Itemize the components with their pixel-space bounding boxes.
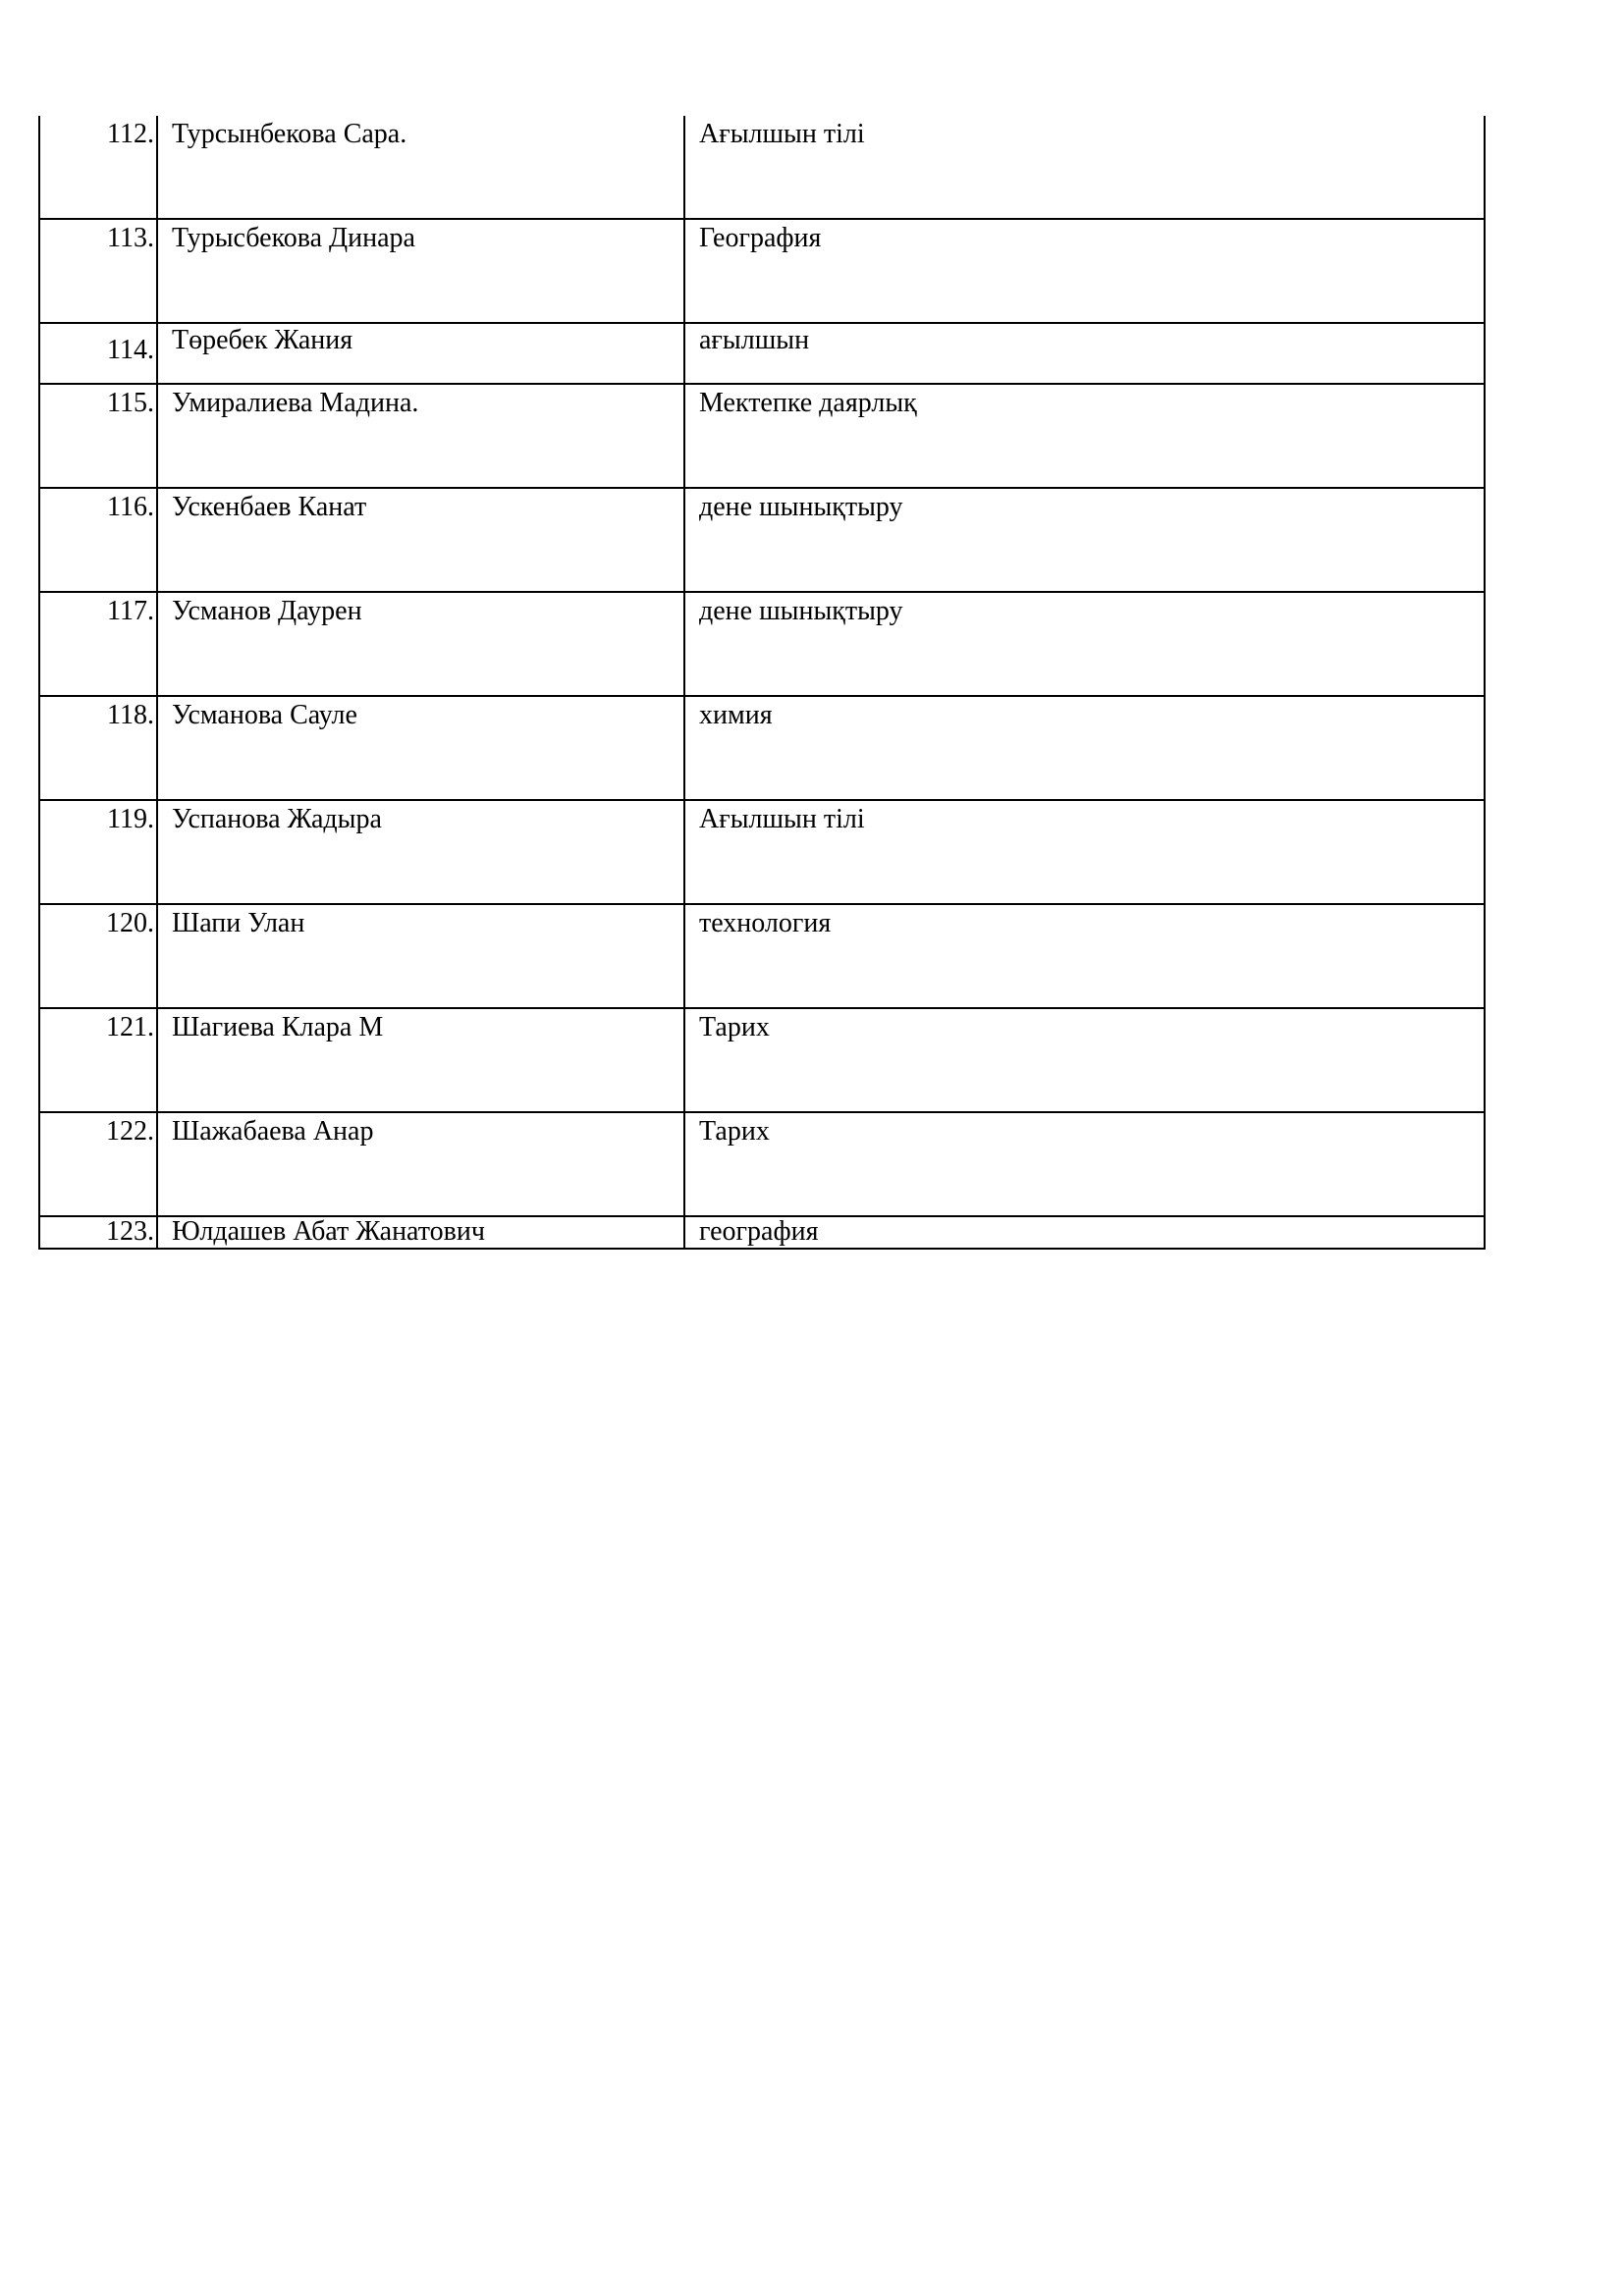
table-row: [39, 116, 1485, 219]
person-name: Ускенбаев Канат: [157, 488, 684, 592]
staff-table: [38, 116, 1486, 1250]
row-number: 121.: [39, 1008, 157, 1112]
row-number: 118.: [39, 696, 157, 800]
row-number: 112.: [39, 116, 157, 219]
table-row: [39, 800, 1485, 904]
person-name: Усманова Сауле: [157, 696, 684, 800]
row-number: 114.: [39, 323, 157, 384]
subject: Ағылшын тілі: [684, 800, 1485, 904]
subject: химия: [684, 696, 1485, 800]
subject: География: [684, 219, 1485, 323]
subject: ағылшын: [684, 323, 1485, 384]
row-number: 120.: [39, 904, 157, 1008]
table-row: [39, 219, 1485, 323]
table-row: [39, 592, 1485, 696]
subject: география: [684, 1216, 1485, 1249]
table-row: [39, 1216, 1485, 1249]
person-name: Умиралиева Мадина.: [157, 384, 684, 488]
table-row: [39, 904, 1485, 1008]
person-name: Турсынбекова Сара.: [157, 116, 684, 219]
subject: Мектепке даярлық: [684, 384, 1485, 488]
row-number: 113.: [39, 219, 157, 323]
row-number: 117.: [39, 592, 157, 696]
person-name: Успанова Жадыра: [157, 800, 684, 904]
person-name: Шагиева Клара М: [157, 1008, 684, 1112]
subject: Тарих: [684, 1112, 1485, 1216]
person-name: Турысбекова Динара: [157, 219, 684, 323]
person-name: Төребек Жания: [157, 323, 684, 384]
person-name: Усманов Даурен: [157, 592, 684, 696]
subject: Ағылшын тілі: [684, 116, 1485, 219]
subject: дене шынықтыру: [684, 592, 1485, 696]
table-row: [39, 696, 1485, 800]
row-number: 122.: [39, 1112, 157, 1216]
table-row: [39, 1008, 1485, 1112]
row-number: 123.: [39, 1216, 157, 1249]
subject: Тарих: [684, 1008, 1485, 1112]
row-number: 115.: [39, 384, 157, 488]
person-name: Шапи Улан: [157, 904, 684, 1008]
person-name: Юлдашев Абат Жанатович: [157, 1216, 684, 1249]
table-row: [39, 1112, 1485, 1216]
subject: технология: [684, 904, 1485, 1008]
table-row: [39, 384, 1485, 488]
table-row: [39, 488, 1485, 592]
row-number: 116.: [39, 488, 157, 592]
row-number: 119.: [39, 800, 157, 904]
table-row: [39, 323, 1485, 384]
subject: дене шынықтыру: [684, 488, 1485, 592]
person-name: Шажабаева Анар: [157, 1112, 684, 1216]
